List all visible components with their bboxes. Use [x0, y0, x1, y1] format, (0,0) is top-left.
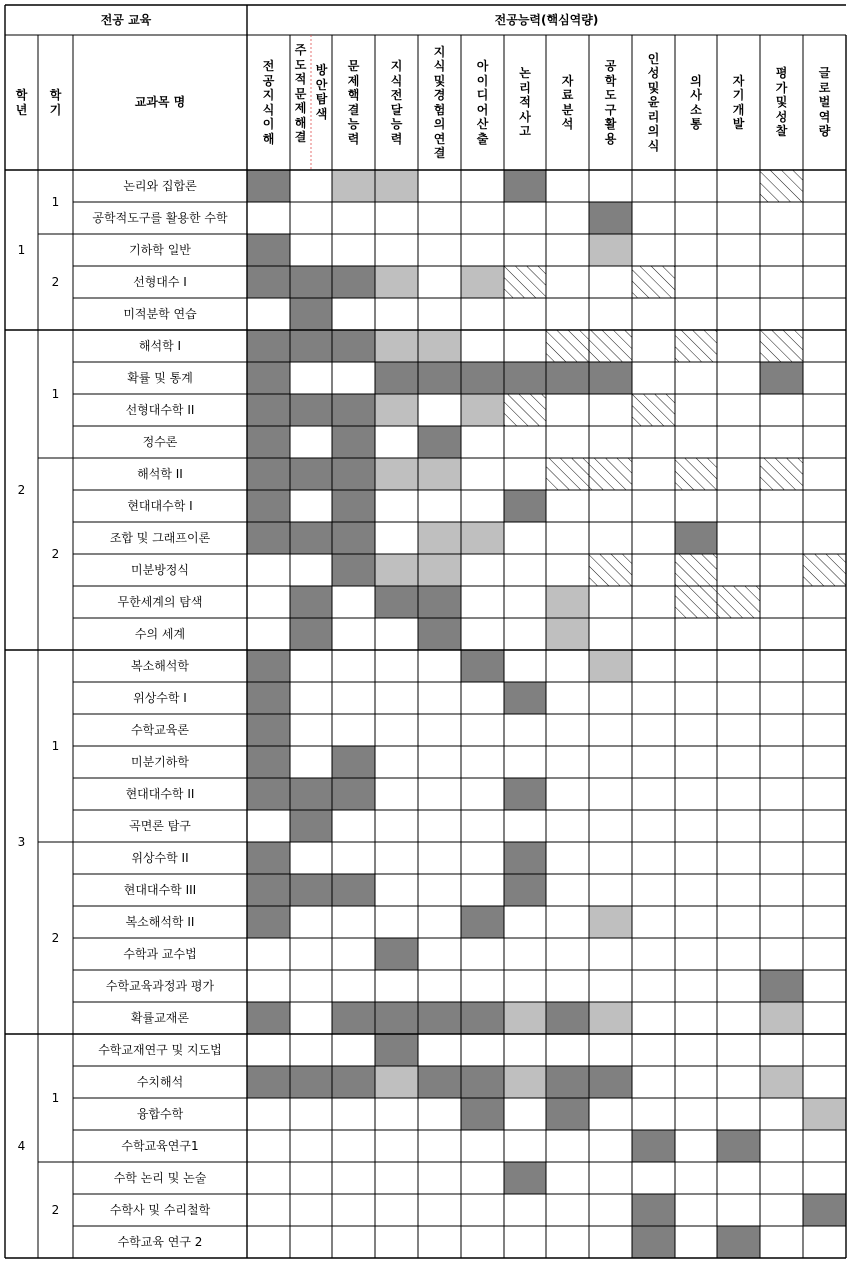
mark-light	[332, 170, 375, 202]
mark-dark	[247, 426, 290, 458]
mark-dark	[632, 1130, 675, 1162]
mark-hatched	[589, 330, 632, 362]
mark-light	[418, 330, 461, 362]
mark-dark	[461, 906, 504, 938]
mark-dark	[290, 1066, 332, 1098]
mark-dark	[375, 1002, 418, 1034]
mark-dark	[332, 394, 375, 426]
competency-header: 전 공 지 식 이 해	[262, 59, 275, 146]
course-name: 수학과 교수법	[123, 946, 197, 961]
header-course-name: 교과목 명	[134, 95, 186, 110]
mark-light	[418, 522, 461, 554]
mark-dark	[247, 330, 290, 362]
course-name: 정수론	[142, 434, 178, 449]
header-year: 학 년	[15, 88, 28, 117]
course-name: 현대대수학 III	[123, 882, 197, 897]
mark-hatched	[504, 394, 546, 426]
competency-header: 글 로 벌 역 량	[818, 66, 831, 139]
mark-dark	[332, 778, 375, 810]
mark-light	[418, 554, 461, 586]
year-label: 1	[17, 242, 26, 257]
mark-dark	[504, 170, 546, 202]
mark-dark	[504, 778, 546, 810]
course-name: 선형대수학 II	[125, 402, 195, 417]
competency-header: 의 사 소 통	[690, 73, 702, 131]
mark-dark	[418, 1002, 461, 1034]
course-name: 융합수학	[136, 1106, 184, 1121]
course-name: 미분기하학	[131, 754, 189, 769]
mark-hatched	[589, 458, 632, 490]
mark-dark	[375, 1034, 418, 1066]
semester-label: 1	[51, 386, 60, 401]
mark-light	[375, 1066, 418, 1098]
course-name: 조합 및 그래프이론	[109, 530, 211, 545]
competency-header: 지 식 전 달 능 력	[390, 59, 403, 146]
mark-dark	[290, 874, 332, 906]
mark-dark	[375, 362, 418, 394]
mark-light	[375, 330, 418, 362]
mark-dark	[504, 682, 546, 714]
mark-dark	[332, 266, 375, 298]
competency-header: 문 제 핵 결 능 력	[347, 59, 360, 146]
course-name: 공학적도구를 활용한 수학	[92, 210, 228, 225]
mark-light	[546, 618, 589, 650]
course-name: 복소해석학 II	[125, 914, 195, 929]
mark-dark	[247, 778, 290, 810]
mark-hatched	[717, 586, 760, 618]
mark-dark	[418, 618, 461, 650]
mark-hatched	[675, 458, 717, 490]
course-name: 선형대수 I	[133, 274, 187, 289]
course-name: 수학사 및 수리철학	[109, 1202, 211, 1217]
mark-dark	[418, 1066, 461, 1098]
mark-light	[375, 170, 418, 202]
competency-header: 지 식 및 경 험 의 연 결	[433, 44, 446, 160]
year-label: 2	[17, 482, 26, 497]
mark-dark	[247, 170, 290, 202]
course-name: 확률 및 통계	[127, 370, 193, 385]
course-name: 미분방정식	[131, 562, 189, 577]
semester-label: 1	[51, 1090, 60, 1105]
mark-hatched	[675, 554, 717, 586]
mark-dark	[546, 1098, 589, 1130]
mark-hatched	[589, 554, 632, 586]
mark-hatched	[632, 266, 675, 298]
mark-dark	[332, 1002, 375, 1034]
competency-header: 자 기 개 발	[732, 73, 745, 131]
mark-dark	[247, 490, 290, 522]
mark-dark	[717, 1226, 760, 1258]
competency-header: 논 리 적 사 고	[519, 66, 531, 139]
mark-dark	[461, 362, 504, 394]
mark-light	[375, 458, 418, 490]
semester-label: 2	[51, 930, 60, 945]
mark-dark	[418, 426, 461, 458]
mark-hatched	[675, 586, 717, 618]
mark-dark	[717, 1130, 760, 1162]
mark-dark	[589, 202, 632, 234]
mark-light	[375, 266, 418, 298]
header-semester: 학 기	[49, 88, 62, 117]
mark-dark	[546, 1002, 589, 1034]
mark-dark	[332, 554, 375, 586]
mark-dark	[332, 1066, 375, 1098]
mark-dark	[290, 810, 332, 842]
mark-dark	[504, 842, 546, 874]
mark-dark	[290, 618, 332, 650]
mark-dark	[418, 362, 461, 394]
mark-dark	[290, 266, 332, 298]
mark-dark	[461, 650, 504, 682]
mark-light	[461, 266, 504, 298]
mark-light	[589, 234, 632, 266]
competency-header: 주 도 적 문 제 해 결	[294, 43, 307, 144]
mark-dark	[290, 330, 332, 362]
course-name: 수의 세계	[134, 626, 186, 641]
mark-dark	[247, 458, 290, 490]
mark-light	[504, 1066, 546, 1098]
course-name: 위상수학 II	[131, 850, 189, 865]
competency-header: 평 가 및 성 찰	[775, 66, 788, 139]
mark-light	[375, 554, 418, 586]
mark-dark	[247, 394, 290, 426]
mark-light	[461, 394, 504, 426]
mark-light	[461, 522, 504, 554]
year-label: 3	[17, 834, 26, 849]
course-name: 수학교육연구1	[121, 1138, 199, 1153]
mark-dark	[803, 1194, 846, 1226]
course-name: 곡면론 탐구	[129, 818, 191, 833]
competency-header: 아 이 디 어 산 출	[476, 59, 489, 146]
mark-light	[803, 1098, 846, 1130]
mark-dark	[247, 522, 290, 554]
mark-light	[375, 394, 418, 426]
competency-header: 방 안 탐 색	[315, 63, 328, 121]
mark-dark	[290, 394, 332, 426]
mark-dark	[675, 522, 717, 554]
mark-dark	[247, 650, 290, 682]
course-name: 기하학 일반	[129, 242, 191, 257]
mark-dark	[247, 682, 290, 714]
header-group-major-education: 전공 교육	[100, 12, 152, 27]
mark-hatched	[803, 554, 846, 586]
mark-dark	[247, 234, 290, 266]
mark-dark	[461, 1002, 504, 1034]
mark-hatched	[632, 394, 675, 426]
course-name: 수치해석	[136, 1074, 184, 1089]
course-name: 수학교육 연구 2	[117, 1234, 203, 1249]
mark-dark	[332, 490, 375, 522]
mark-dark	[290, 522, 332, 554]
mark-dark	[247, 266, 290, 298]
mark-dark	[760, 970, 803, 1002]
mark-light	[589, 1002, 632, 1034]
course-name: 무한세계의 탐색	[117, 594, 203, 609]
mark-dark	[461, 1066, 504, 1098]
mark-hatched	[760, 170, 803, 202]
mark-dark	[247, 1066, 290, 1098]
mark-dark	[332, 874, 375, 906]
mark-dark	[247, 714, 290, 746]
competency-header: 자 료 분 석	[561, 73, 574, 131]
mark-light	[760, 1002, 803, 1034]
mark-dark	[760, 362, 803, 394]
semester-label: 2	[51, 1202, 60, 1217]
course-name: 수학교재연구 및 지도법	[98, 1042, 222, 1057]
course-name: 해석학 II	[137, 466, 183, 481]
course-name: 수학교육과정과 평가	[105, 978, 215, 993]
year-label: 4	[17, 1138, 26, 1153]
mark-dark	[332, 746, 375, 778]
mark-dark	[290, 778, 332, 810]
mark-dark	[546, 1066, 589, 1098]
mark-dark	[332, 426, 375, 458]
mark-hatched	[760, 330, 803, 362]
mark-dark	[290, 458, 332, 490]
mark-dark	[504, 362, 546, 394]
course-name: 위상수학 I	[133, 690, 187, 705]
course-name: 수학교육론	[131, 722, 189, 737]
mark-hatched	[546, 458, 589, 490]
mark-light	[760, 1066, 803, 1098]
course-name: 논리와 집합론	[123, 178, 197, 193]
mark-dark	[375, 938, 418, 970]
mark-dark	[290, 586, 332, 618]
mark-light	[589, 650, 632, 682]
mark-dark	[332, 458, 375, 490]
mark-dark	[247, 1002, 290, 1034]
mark-dark	[546, 362, 589, 394]
mark-light	[546, 586, 589, 618]
course-name: 미적분학 연습	[123, 306, 197, 321]
mark-dark	[589, 1066, 632, 1098]
mark-hatched	[504, 266, 546, 298]
header-group-competencies: 전공능력(핵심역량)	[494, 12, 599, 27]
semester-label: 2	[51, 546, 60, 561]
semester-label: 1	[51, 738, 60, 753]
mark-dark	[504, 1162, 546, 1194]
mark-dark	[290, 298, 332, 330]
competency-header: 공 학 도 구 활 용	[604, 59, 617, 146]
mark-dark	[247, 746, 290, 778]
mark-hatched	[760, 458, 803, 490]
mark-light	[418, 458, 461, 490]
course-name: 확률교재론	[131, 1010, 189, 1025]
course-name: 해석학 I	[138, 338, 182, 353]
competency-header: 인 성 및 윤 리 의 식	[647, 51, 660, 153]
mark-dark	[332, 330, 375, 362]
mark-hatched	[546, 330, 589, 362]
mark-dark	[418, 586, 461, 618]
mark-dark	[247, 906, 290, 938]
mark-light	[589, 906, 632, 938]
mark-dark	[461, 1098, 504, 1130]
mark-dark	[589, 362, 632, 394]
course-name: 현대대수학 I	[127, 498, 193, 513]
mark-dark	[247, 362, 290, 394]
mark-dark	[247, 842, 290, 874]
mark-dark	[332, 522, 375, 554]
mark-dark	[632, 1226, 675, 1258]
mark-dark	[375, 586, 418, 618]
course-name: 복소해석학	[131, 658, 189, 673]
mark-dark	[504, 490, 546, 522]
mark-dark	[247, 874, 290, 906]
mark-light	[504, 1002, 546, 1034]
mark-dark	[632, 1194, 675, 1226]
mark-dark	[504, 874, 546, 906]
mark-hatched	[675, 330, 717, 362]
course-name: 수학 논리 및 논술	[113, 1170, 207, 1185]
course-name: 현대대수학 II	[125, 786, 195, 801]
semester-label: 1	[51, 194, 60, 209]
semester-label: 2	[51, 274, 60, 289]
